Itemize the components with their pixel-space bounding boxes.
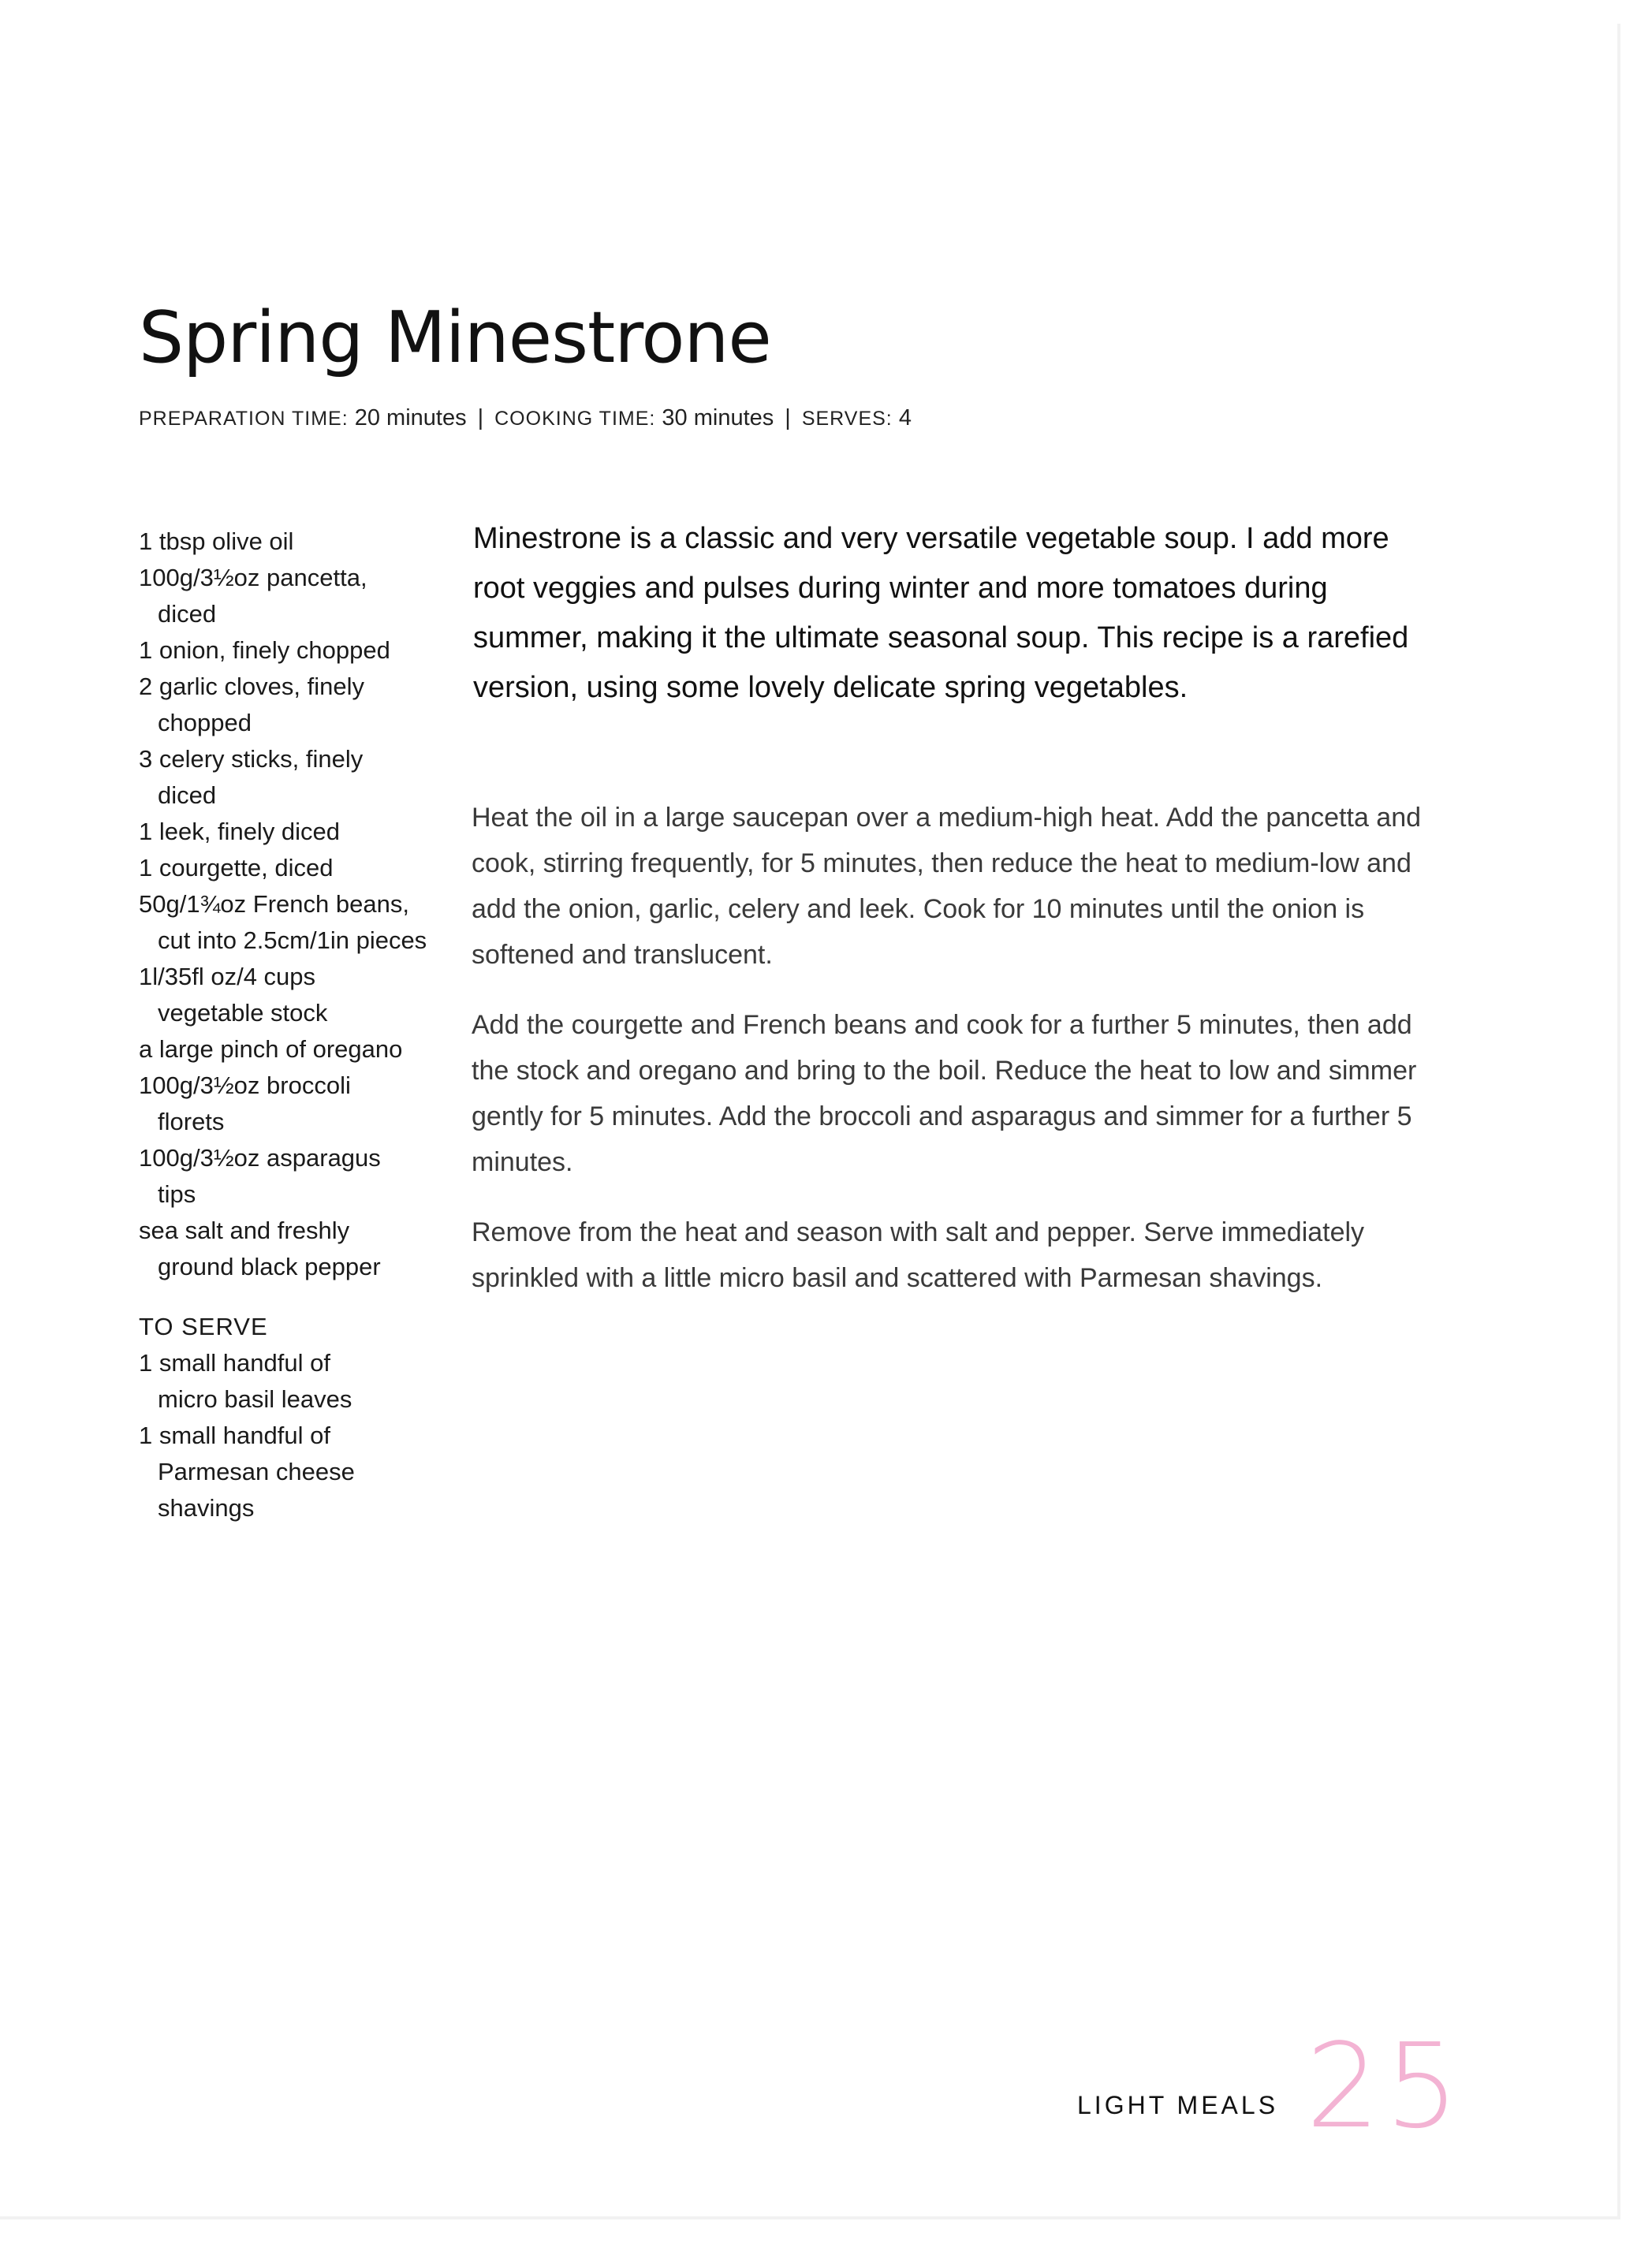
serve-item: 1 small handful of Parmesan cheese shavings: [139, 1422, 355, 1522]
ingredient-item: sea salt and freshly ground black pepper: [139, 1217, 381, 1280]
serves-value: 4: [898, 405, 912, 430]
ingredient-item: 3 celery sticks, finely diced: [139, 745, 364, 809]
ingredient-item: 1l/35fl oz/4 cups vegetable stock: [139, 963, 328, 1027]
ingredient-item: 1 onion, finely chopped: [139, 636, 390, 664]
ingredient-item: 2 garlic cloves, finely chopped: [139, 673, 365, 736]
recipe-meta: [139, 405, 912, 431]
to-serve-heading: TO SERVE: [139, 1313, 268, 1340]
section-name: LIGHT MEALS: [1077, 2091, 1279, 2119]
divider: |: [477, 405, 484, 430]
method-steps: [472, 795, 1426, 1325]
method-paragraph: Remove from the heat and season with salt and pepper. Serve immediately sprinkled with a little micro basil and scattered with Parmesan shavings.: [472, 1217, 1365, 1293]
ingredient-item: a large pinch of oregano: [139, 1035, 403, 1063]
method-paragraph: Add the courgette and French beans and cook for a further 5 minutes, then add the stock and oregano and bring to the boil. Reduce the heat to low and simmer gently for 5 minutes. Add the broccoli and asparagus and simmer for a further 5 minutes.: [472, 1010, 1417, 1177]
page-edge: [1617, 24, 1620, 2219]
prep-time-value: 20 minutes: [354, 405, 467, 430]
cook-time-value: 30 minutes: [662, 405, 774, 430]
divider: |: [785, 405, 791, 430]
ingredient-item: 1 tbsp olive oil: [139, 527, 294, 555]
prep-time-label: PREPARATION TIME:: [139, 408, 349, 430]
method-paragraph: Heat the oil in a large saucepan over a medium-high heat. Add the pancetta and cook, stirring frequently, for 5 minutes, then reduce the heat to medium-low and add the onion, garlic, celery and leek. Cook for 10 minutes until the onion is softened and translucent.: [472, 803, 1422, 970]
recipe-title: Spring Minestrone: [139, 296, 771, 379]
ingredient-item: 100g/3½oz broccoli florets: [139, 1071, 351, 1135]
page-number: 25: [1306, 2018, 1464, 2154]
recipe-intro: Minestrone is a classic and very versatile vegetable soup. I add more root veggies and pulses during winter and more tomatoes during summer, making it the ultimate seasonal soup. This recipe is a rarefied version, using some lovely delicate spring vegetables.: [473, 522, 1409, 704]
ingredient-item: 100g/3½oz pancetta, diced: [139, 564, 367, 628]
ingredient-item: 1 leek, finely diced: [139, 818, 341, 845]
serve-item: 1 small handful of micro basil leaves: [139, 1349, 352, 1413]
page-edge-bottom: [0, 2216, 1620, 2219]
ingredients-list: [139, 524, 438, 1526]
cook-time-label: COOKING TIME:: [494, 408, 656, 430]
ingredient-item: 100g/3½oz asparagus tips: [139, 1144, 381, 1208]
serves-label: SERVES:: [801, 408, 893, 430]
ingredient-item: 1 courgette, diced: [139, 854, 334, 881]
ingredient-item: 50g/1¾oz French beans, cut into 2.5cm/1in pieces: [139, 890, 427, 954]
